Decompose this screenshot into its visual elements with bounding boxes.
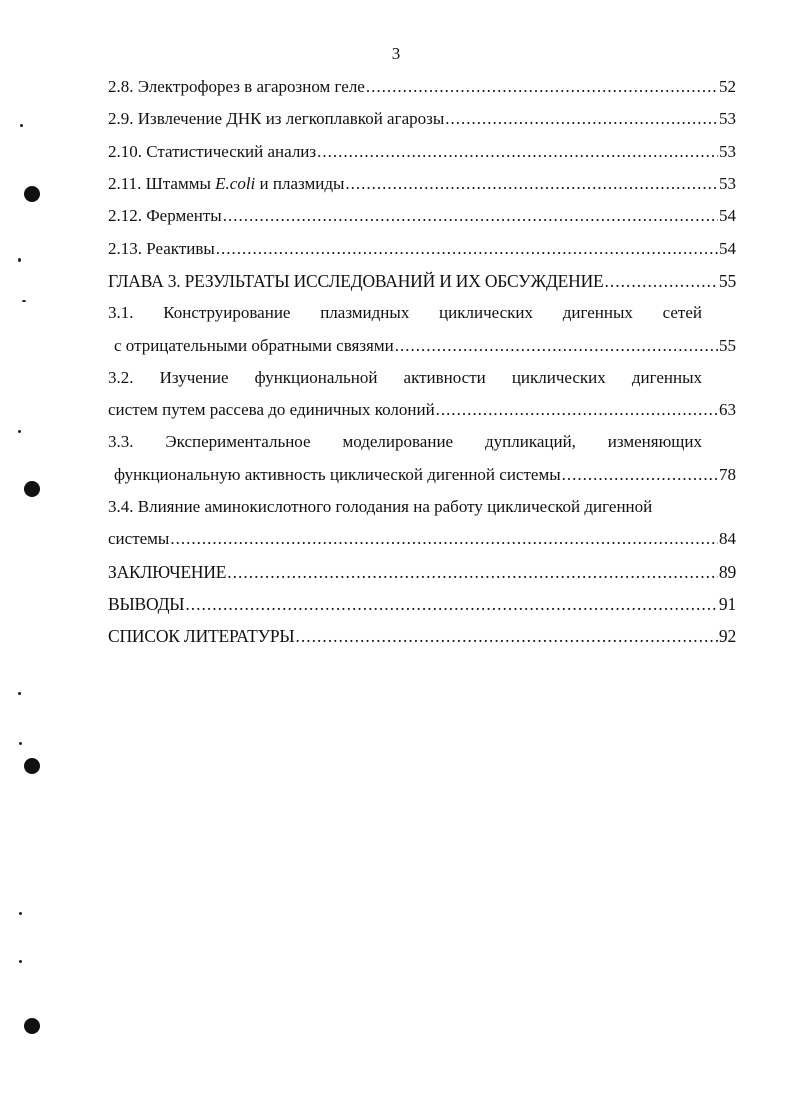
toc-entry-findings bbox=[108, 593, 736, 615]
toc-entry-2-11 bbox=[108, 173, 736, 195]
toc-entry-3-3-line1: 3.3. Экспериментальное моделирование дупликаций, изменяющих bbox=[108, 432, 702, 451]
toc-entry-page: 91 bbox=[718, 594, 736, 614]
toc-title-prefix: 2.11. Штаммы bbox=[108, 174, 216, 193]
toc-leader bbox=[605, 270, 718, 292]
binder-hole bbox=[24, 481, 40, 497]
scan-speck bbox=[19, 742, 22, 745]
toc-entry-title: 2.8. Электрофорез в агарозном геле bbox=[108, 77, 365, 96]
toc-entry-3-2-line1: 3.2. Изучение функциональной активности циклических дигенных bbox=[108, 368, 702, 387]
toc-entry-2-13 bbox=[108, 238, 736, 260]
toc-entry-title: 2.10. Статистический анализ bbox=[108, 142, 317, 161]
toc-entry-page: 55 bbox=[718, 271, 736, 291]
toc-entry-title: СПИСОК ЛИТЕРАТУРЫ bbox=[108, 626, 295, 646]
toc-entry-3-1-line1: 3.1. Конструирование плазмидных циклических дигенных сетей bbox=[108, 303, 702, 322]
toc-entry-3-4-line1: 3.4. Влияние аминокислотного голодания на работу циклической дигенной bbox=[108, 497, 653, 516]
toc-entry-2-9 bbox=[108, 108, 736, 130]
toc-entry-page: 53 bbox=[719, 174, 736, 193]
toc-entry-chapter-3 bbox=[108, 270, 736, 292]
scan-speck bbox=[18, 692, 21, 695]
scan-speck bbox=[19, 960, 22, 963]
toc-entry-title: функциональную активность циклической дигенной системы bbox=[114, 465, 561, 484]
toc-title-italic: E.coli bbox=[215, 174, 256, 193]
toc-entry-page: 55 bbox=[719, 336, 736, 355]
toc-leader bbox=[395, 335, 718, 357]
toc-entry-title: ВЫВОДЫ bbox=[108, 594, 185, 614]
toc-entry-2-10 bbox=[108, 141, 736, 163]
toc-entry-page: 54 bbox=[719, 206, 736, 225]
toc-leader bbox=[170, 528, 718, 550]
toc-leader bbox=[216, 238, 718, 260]
toc-leader bbox=[436, 399, 718, 421]
scan-speck bbox=[20, 124, 23, 127]
scan-speck bbox=[19, 912, 22, 915]
toc-leader bbox=[185, 593, 718, 615]
binder-hole bbox=[24, 186, 40, 202]
page-number: 3 bbox=[391, 44, 401, 63]
toc-leader bbox=[227, 561, 718, 583]
toc-entry-title: 2.12. Ферменты bbox=[108, 206, 222, 225]
toc-entry-title: систем путем рассева до единичных колоний bbox=[108, 400, 435, 419]
toc-title-suffix: и плазмиды bbox=[255, 174, 345, 193]
toc-entry-title: системы bbox=[108, 529, 170, 548]
toc-entry-2-8 bbox=[108, 76, 736, 98]
toc-entry-title: с отрицательными обратными связями bbox=[114, 336, 394, 355]
toc-entry-3-3 bbox=[114, 464, 736, 486]
toc-entry-page: 89 bbox=[718, 562, 736, 582]
toc-entry-page: 63 bbox=[719, 400, 736, 419]
toc-entry-page: 84 bbox=[719, 529, 736, 548]
toc-leader bbox=[345, 173, 718, 195]
scan-speck bbox=[18, 258, 21, 262]
toc-entry-page: 54 bbox=[719, 239, 736, 258]
toc-leader bbox=[562, 464, 718, 486]
toc-entry-title: ГЛАВА 3. РЕЗУЛЬТАТЫ ИССЛЕДОВАНИЙ И ИХ ОБСУЖДЕНИЕ bbox=[108, 271, 604, 291]
toc-entry-references bbox=[108, 625, 736, 647]
toc-entry-3-1 bbox=[114, 335, 736, 357]
toc-entry-page: 53 bbox=[719, 142, 736, 161]
toc-entry-3-4 bbox=[108, 528, 736, 550]
binder-hole bbox=[24, 1018, 40, 1034]
toc-entry-page: 52 bbox=[719, 77, 736, 96]
toc-leader bbox=[223, 205, 718, 227]
toc-leader bbox=[445, 108, 718, 130]
toc-entry-title: ЗАКЛЮЧЕНИЕ bbox=[108, 562, 227, 582]
toc-entry-title bbox=[108, 173, 344, 195]
toc-leader bbox=[295, 625, 717, 647]
scan-speck bbox=[22, 300, 26, 302]
toc-entry-title: 2.9. Извлечение ДНК из легкоплавкой агарозы bbox=[108, 109, 445, 128]
toc-entry-page: 92 bbox=[718, 626, 736, 646]
toc-leader bbox=[317, 141, 718, 163]
toc-entry-title: 2.13. Реактивы bbox=[108, 239, 215, 258]
toc-entry-3-2 bbox=[108, 399, 736, 421]
toc-leader bbox=[366, 76, 718, 98]
toc-entry-conclusion bbox=[108, 561, 736, 583]
toc-entry-page: 53 bbox=[719, 109, 736, 128]
scan-speck bbox=[18, 430, 21, 433]
toc-entry-2-12 bbox=[108, 205, 736, 227]
toc-entry-page: 78 bbox=[719, 465, 736, 484]
binder-hole bbox=[24, 758, 40, 774]
